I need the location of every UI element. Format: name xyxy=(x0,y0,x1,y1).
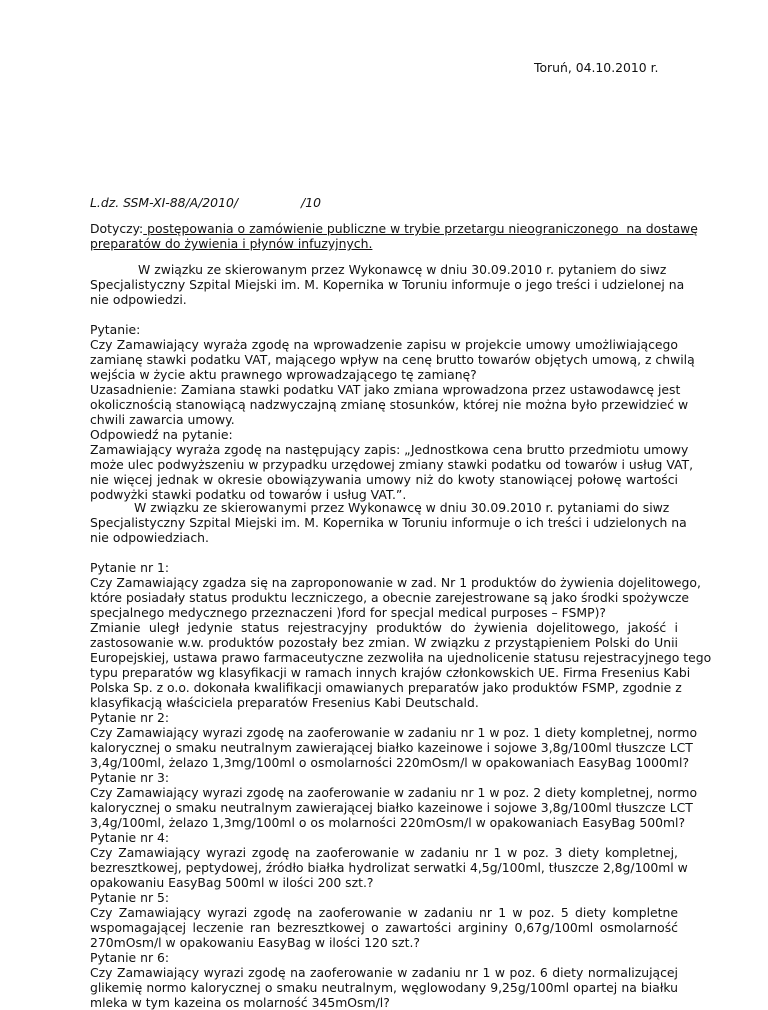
qa1-line: podwyżki stawki podatku od towarów i usług VAT.”. xyxy=(90,487,407,502)
qa2-line: Pytanie nr 2: xyxy=(90,710,170,725)
qa2-line: Pytanie nr 3: xyxy=(90,770,170,785)
intro2-line: W związku ze skierowanymi przez Wykonawcę w dniu 30.09.2010 r. pytaniami do siwz xyxy=(134,500,670,515)
qa2-line: 3,4g/100ml, żelazo 1,3mg/100ml o osmolarności 220mOsm/l w opakowaniach EasyBag 1000ml? xyxy=(90,755,690,770)
qa2-line: 3,4g/100ml, żelazo 1,3mg/100ml o os molarności 220mOsm/l w opakowaniach EasyBag 500ml? xyxy=(90,815,686,830)
subject-line-2: preparatów do żywienia i płynów infuzyjnych. xyxy=(90,236,373,251)
qa2-line: Czy Zamawiający wyrazi zgodę na zaoferowanie w zadaniu nr 1 w poz. 2 diety kompletnej, normo xyxy=(90,785,698,800)
qa1-line: Uzasadnienie: Zamiana stawki podatku VAT jako zmiana wprowadzona przez ustawodawcę jest xyxy=(90,382,681,397)
qa2-line: Polska Sp. z o.o. dokonała kwalifikacji omawianych preparatów jako produktów FSMP, zgodnie z xyxy=(90,680,682,695)
qa2-line: kalorycznej o smaku neutralnym zawierającej białko kazeinowe i sojowe 3,8g/100ml tłuszcze LCT xyxy=(90,800,693,815)
qa2-line: kalorycznej o smaku neutralnym zawierającej białko kazeinowe i sojowe 3,8g/100ml tłuszcze LCT xyxy=(90,740,693,755)
qa1-line: Odpowiedź na pytanie: xyxy=(90,427,233,442)
qa2-line: Pytanie nr 6: xyxy=(90,950,170,965)
reference-number xyxy=(90,195,321,210)
qa1-line: może ulec podwyższeniu w przypadku urzędowej zmiany stawki podatku od towarów i usług VAT, xyxy=(90,457,694,472)
qa2-line: opakowaniu EasyBag 500ml w ilości 200 szt.? xyxy=(90,875,374,890)
intro1-line: W związku ze skierowanym przez Wykonawcę w dniu 30.09.2010 r. pytaniem do siwz xyxy=(138,262,667,277)
qa1-line: nie więcej jednak w okresie obowiązywania umowy niż do kwoty stanowiącej połowę wartości xyxy=(90,472,678,487)
qa1-line: Czy Zamawiający wyraża zgodę na wprowadzenie zapisu w projekcie umowy umożliwiającego xyxy=(90,337,678,352)
intro1-line: Specjalistyczny Szpital Miejski im. M. Kopernika w Toruniu informuje o jego treści i udzielonej na xyxy=(90,277,685,292)
qa2-line: glikemię normo kalorycznej o smaku neutralnym, węglowodany 9,25g/100ml opartej na białku xyxy=(90,980,678,995)
qa1-line: chwili zawarcia umowy. xyxy=(90,412,235,427)
reference-prefix: L.dz. SSM-XI-88/A/2010/ xyxy=(90,195,239,210)
qa2-line: klasyfikacją właściciela preparatów Fresenius Kabi Deutschald. xyxy=(90,695,479,710)
qa2-line: specjalnego medycznego przeznaczeni )ford for specjal medical purposes – FSMP)? xyxy=(90,605,606,620)
qa2-line: Czy Zamawiający wyrazi zgodę na zaoferowanie w zadaniu nr 1 w poz. 5 diety kompletne xyxy=(90,905,678,920)
qa1-line: Zamawiający wyraża zgodę na następujący zapis: „Jednostkowa cena brutto przedmiotu umowy xyxy=(90,442,689,457)
subject-text-1: postępowania o zamówienie publiczne w trybie przetargu nieograniczonego na dostawę xyxy=(143,221,698,236)
qa2-line: Pytanie nr 4: xyxy=(90,830,170,845)
intro2-line: nie odpowiedziach. xyxy=(90,530,209,545)
qa2-line: Czy Zamawiający wyrazi zgodę na zaoferowanie w zadaniu nr 1 w poz. 1 diety kompletnej, normo xyxy=(90,725,698,740)
qa2-line: Czy Zamawiający wyrazi zgodę na zaoferowanie w zadaniu nr 1 w poz. 3 diety kompletnej, xyxy=(90,845,678,860)
qa2-line: Zmianie uległ jedynie status rejestracyjny produktów do żywienia dojelitowego, jakość i xyxy=(90,620,678,635)
subject-line-1 xyxy=(90,221,698,236)
qa2-line: które posiadały status produktu leczniczego, a obecnie zarejestrowane są jako środki spożywcze xyxy=(90,590,690,605)
qa2-line: 270mOsm/l w opakowaniu EasyBag w ilości 120 szt.? xyxy=(90,935,421,950)
reference-suffix: /10 xyxy=(301,195,321,210)
subject-label: Dotyczy: xyxy=(90,221,144,236)
qa1-line: Pytanie: xyxy=(90,322,141,337)
qa2-line: Pytanie nr 5: xyxy=(90,890,170,905)
qa2-line: typu preparatów wg klasyfikacji w ramach innych krajów członkowskich UE. Firma Fresenius Kabi xyxy=(90,665,691,680)
qa2-line: Czy Zamawiający zgadza się na zaproponowanie w zad. Nr 1 produktów do żywienia dojelitowego, xyxy=(90,575,701,590)
qa1-line: zamianę stawki podatku VAT, mającego wpływ na cenę brutto towarów objętych umową, z chwilą xyxy=(90,352,695,367)
qa2-line: Europejskiej, ustawa prawo farmaceutyczne zezwoliła na ujednolicenie statusu rejestracyjnego tego xyxy=(90,650,712,665)
qa1-line: wejścia w życie aktu prawnego wprowadzającego tę zamianę? xyxy=(90,367,477,382)
qa2-line: bezresztkowej, peptydowej, źródło białka hydrolizat serwatki 4,5g/100ml, tłuszcze 2,8g/100ml w xyxy=(90,860,688,875)
qa2-line: Czy Zamawiający wyrazi zgodę na zaoferowanie w zadaniu nr 1 w poz. 6 diety normalizującej xyxy=(90,965,678,980)
qa2-line: Pytanie nr 1: xyxy=(90,560,170,575)
qa2-line: wspomagającej leczenie ran bezresztkowej o zawartości argininy 0,67g/100ml osmolarność xyxy=(90,920,678,935)
intro1-line: nie odpowiedzi. xyxy=(90,292,187,307)
qa2-line: mleka w tym kazeina os molarność 345mOsm/l? xyxy=(90,995,390,1010)
qa2-line: zastosowanie w.w. produktów pozostały bez zmian. W związku z przystąpieniem Polski do Unii xyxy=(90,635,678,650)
qa1-line: okolicznością stanowiącą nadzwyczajną zmianę stosunków, której nie można było przewidzieć w xyxy=(90,397,689,412)
intro2-line: Specjalistyczny Szpital Miejski im. M. Kopernika w Toruniu informuje o ich treści i udzielonych na xyxy=(90,515,687,530)
place-date: Toruń, 04.10.2010 r. xyxy=(534,60,659,75)
